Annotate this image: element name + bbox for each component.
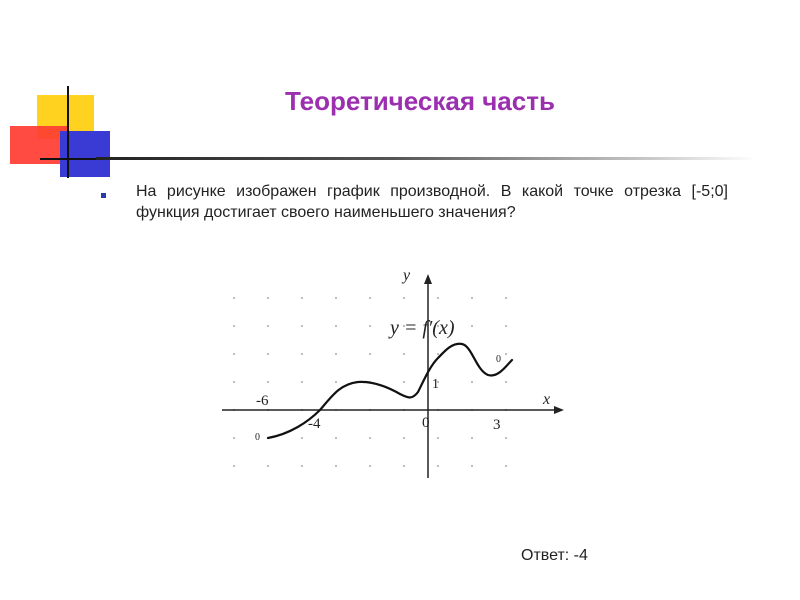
grid-dot [505,325,507,327]
grid-dot [233,325,235,327]
bullet-marker [101,193,106,198]
tick-label-1: 1 [432,377,439,392]
grid-dot [301,353,303,355]
grid-dot [267,465,269,467]
x-axis-arrow [554,406,564,414]
grid-dot [335,381,337,383]
question-text: На рисунке изображен график производной. В какой точке отрезка [-5;0] функция достигает своего наименьшего значения? [136,183,728,221]
grid-dot [233,353,235,355]
grid-dot [335,437,337,439]
grid-dot [301,437,303,439]
grid-dot [437,297,439,299]
grid-dot [471,437,473,439]
grid-dot [233,381,235,383]
grid-dot [471,465,473,467]
grid-dot [233,297,235,299]
grid-dot [403,297,405,299]
grid-dot [369,437,371,439]
grid-dot [403,381,405,383]
x-axis-label: x [543,391,551,408]
grid-dot [505,297,507,299]
grid-dot [233,437,235,439]
grid-dot [437,353,439,355]
decor-vertical-line [67,86,69,178]
function-label: y = f′(x) [390,317,455,339]
grid-dot [301,465,303,467]
grid-dot [369,297,371,299]
y-axis-arrow [424,274,432,284]
grid-dot [301,325,303,327]
grid-dot [505,437,507,439]
tick-label-minus-6: -6 [256,393,269,409]
grid-dot [505,381,507,383]
grid-dot [437,465,439,467]
y-axis-label: y [403,267,411,284]
answer-text: Ответ: -4 [521,547,588,564]
derivative-graph [220,262,570,482]
tick-label-3: 3 [493,417,501,433]
title-divider [96,157,756,160]
grid-dot [403,437,405,439]
grid-dot [335,297,337,299]
grid-dot [471,297,473,299]
grid-dot [505,353,507,355]
grid-dot [267,325,269,327]
grid-dot [505,465,507,467]
grid-dot [369,325,371,327]
grid-dot [471,325,473,327]
grid-dot [437,437,439,439]
grid-dot [267,297,269,299]
grid-dot [301,297,303,299]
derivative-curve [268,344,512,438]
grid-dot [267,353,269,355]
slide-title: Теоретическая часть [285,86,555,116]
grid-dot [335,353,337,355]
grid-dot [403,353,405,355]
tick-label-minus-4: -4 [308,416,321,432]
grid-dot [267,381,269,383]
grid-dot [301,381,303,383]
grid-dot [233,465,235,467]
grid-dot [471,381,473,383]
grid-dot [335,465,337,467]
left-endpoint-label: 0 [255,432,260,443]
grid-dot [369,353,371,355]
right-endpoint-label: 0 [496,354,501,365]
tick-label-0: 0 [422,415,430,431]
grid-dot [403,465,405,467]
grid-dot [369,465,371,467]
grid-dot [335,325,337,327]
